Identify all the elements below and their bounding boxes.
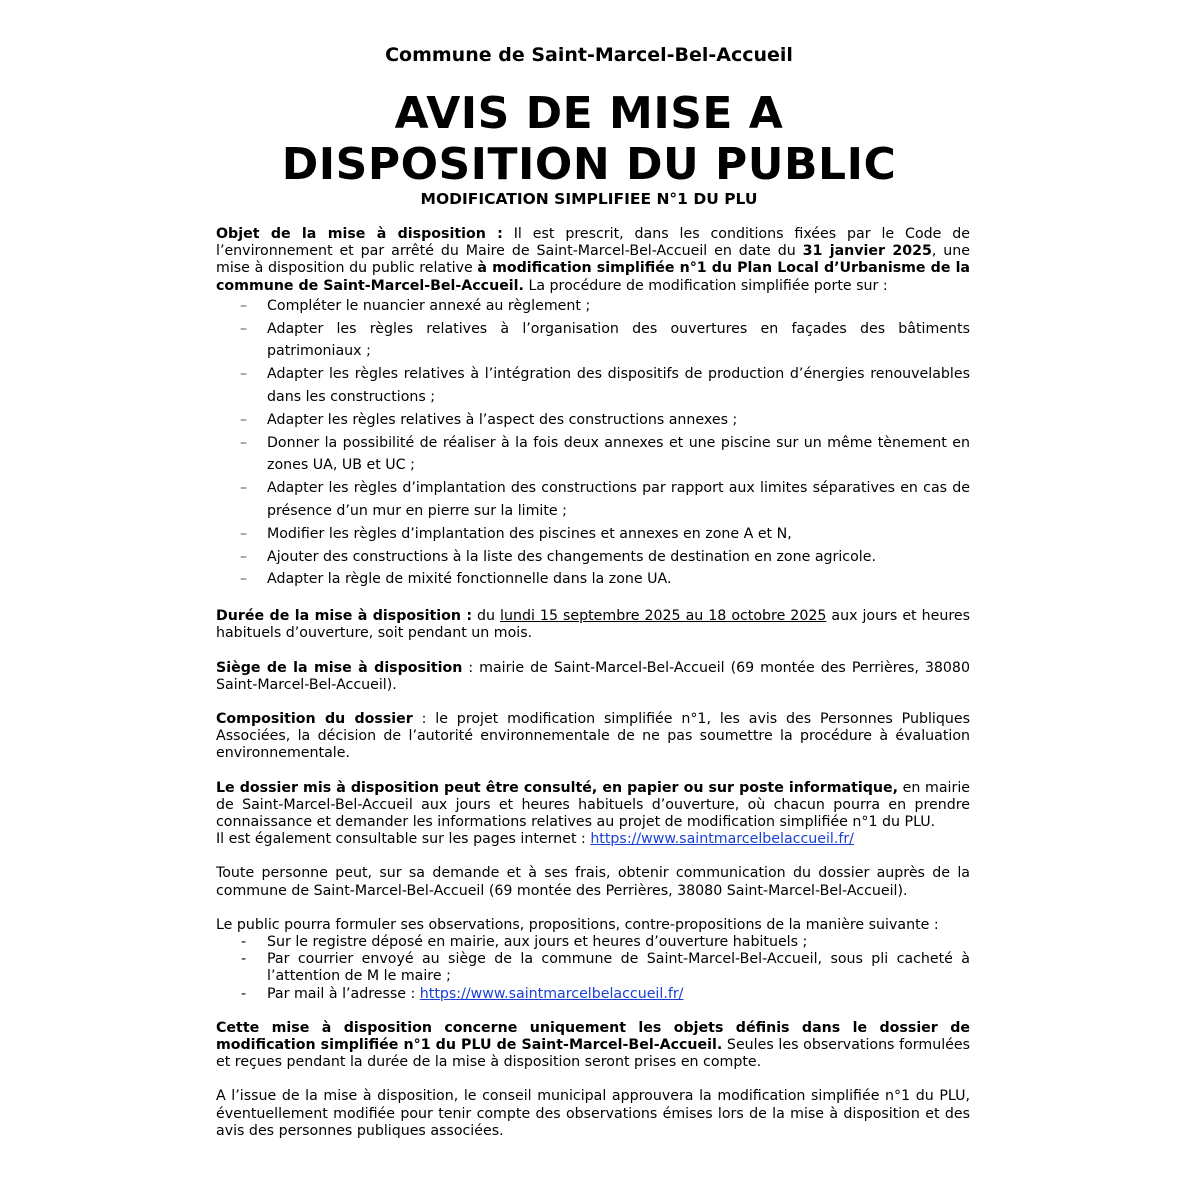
objet-bold: à modification simplifiée n°1 du Plan Local d’Urbanisme de la commune de Saint-Marcel-Bel-Accueil. [216,260,971,294]
composition-label: Composition du dossier [216,710,413,727]
consultation-paragraph [216,780,970,849]
duree-dates: lundi 15 septembre 2025 au 18 octobre 2025 [500,608,827,625]
objet-date: 31 janvier 2025 [802,243,932,260]
composition-text: : le projet modification simplifiée n°1, les avis des Personnes Publiques Associées, la décision de l’autorité environnementale de ne pas soumettre la procédure à évaluation environnementale. [216,710,970,762]
observations-intro: Le public pourra formuler ses observations, propositions, contre-propositions de la manière suivante : [216,916,939,933]
issue-paragraph: A l’issue de la mise à disposition, le conseil municipal approuvera la modification simplifiée n°1 du PLU, éventuellement modifiée pour tenir compte des observations émises lors de la mise à disposition et des avis des personnes publiques associées. [216,1088,970,1139]
mail-text: Par mail à l’adresse : [267,985,420,1002]
list-item [216,986,970,1003]
list-item: – Adapter les règles relatives à l’aspect des constructions annexes ; [216,409,970,432]
website-link[interactable]: https://www.saintmarcelbelaccueil.fr/ [590,831,854,848]
objets-text: Seules les observations formulées et reçues pendant la durée de la mise à disposition seront prises en compte. [216,1037,970,1071]
list-item: – Adapter les règles relatives à l’organisation des ouvertures en façades des bâtiments patrimoniaux ; [216,318,970,364]
mail-link[interactable]: https://www.saintmarcelbelaccueil.fr/ [419,985,684,1002]
observations-list [216,934,970,1003]
page-subtitle: MODIFICATION SIMPLIFIEE N°1 DU PLU [420,190,758,208]
notice-body [216,226,970,1140]
communication-paragraph: Toute personne peut, sur sa demande et à ses frais, obtenir communication du dossier auprès de la commune de Saint-Marcel-Bel-Accueil (69 montée des Perrières, 38080 Saint-Marcel-Bel-Accueil). [216,865,970,899]
list-item: – Modifier les règles d’implantation des piscines et annexes en zone A et N, [216,523,970,546]
list-item: – Compléter le nuancier annexé au règlement ; [216,295,970,318]
list-item: – Adapter les règles d’implantation des constructions par rapport aux limites séparatives en cas de présence d’un mur en pierre sur la limite ; [216,477,970,523]
title-line-1: AVIS DE MISE A [394,88,784,139]
commune-name: Commune de Saint-Marcel-Bel-Accueil [385,44,793,66]
internet-text: Il est également consultable sur les pages internet : [216,831,591,848]
siege-paragraph [216,660,970,694]
list-item: – Ajouter des constructions à la liste des changements de destination en zone agricole. [216,546,970,569]
consultation-bold: Le dossier mis à disposition peut être consulté, en papier ou sur poste informatique, [216,779,899,796]
objet-paragraph [216,226,970,295]
page-title [0,88,1178,190]
objet-label: Objet de la mise à disposition : [216,226,503,242]
duree-paragraph [216,608,970,642]
siege-label: Siège de la mise à disposition [216,659,463,676]
objet-text-2: , une mise à disposition du public relative [216,243,971,277]
list-item: – Adapter la règle de mixité fonctionnelle dans la zone UA. [216,568,970,591]
duree-text-1: du [472,608,501,625]
composition-paragraph [216,711,970,763]
objets-paragraph [216,1020,970,1072]
duree-text-2: aux jours et heures habituels d’ouverture, soit pendant un mois. [216,608,970,642]
list-item: – Adapter les règles relatives à l’intégration des dispositifs de production d’énergies renouvelables dans les constructions ; [216,363,970,409]
list-item: - Sur le registre déposé en mairie, aux jours et heures d’ouverture habituels ; [216,934,970,951]
objet-text-1: Il est prescrit, dans les conditions fixées par le Code de l’environnement et par arrêté du Maire de Saint-Marcel-Bel-Accueil en date du [216,226,970,260]
duree-label: Durée de la mise à disposition : [216,608,473,625]
consultation-text: en mairie de Saint-Marcel-Bel-Accueil aux jours et heures habituels d’ouverture, où chacun pourra en prendre connaissance et demander les informations relatives au projet de modification simplifiée n°1 du PLU. [216,779,970,830]
list-item: - Par courrier envoyé au siège de la commune de Saint-Marcel-Bel-Accueil, sous pli cacheté à l’attention de M le maire ; [216,951,970,985]
title-line-2: DISPOSITION DU PUBLIC [281,139,897,190]
list-item: – Donner la possibilité de réaliser à la fois deux annexes et une piscine sur un même tènement en zones UA, UB et UC ; [216,432,970,478]
siege-text: : mairie de Saint-Marcel-Bel-Accueil (69 montée des Perrières, 38080 Saint-Marcel-Bel-Accueil). [216,659,970,693]
procedure-list [216,295,970,591]
objet-text-3: La procédure de modification simplifiée porte sur : [523,277,888,294]
objets-bold: Cette mise à disposition concerne uniquement les objets définis dans le dossier de modification simplifiée n°1 du PLU de Saint-Marcel-Bel-Accueil. [216,1019,970,1054]
